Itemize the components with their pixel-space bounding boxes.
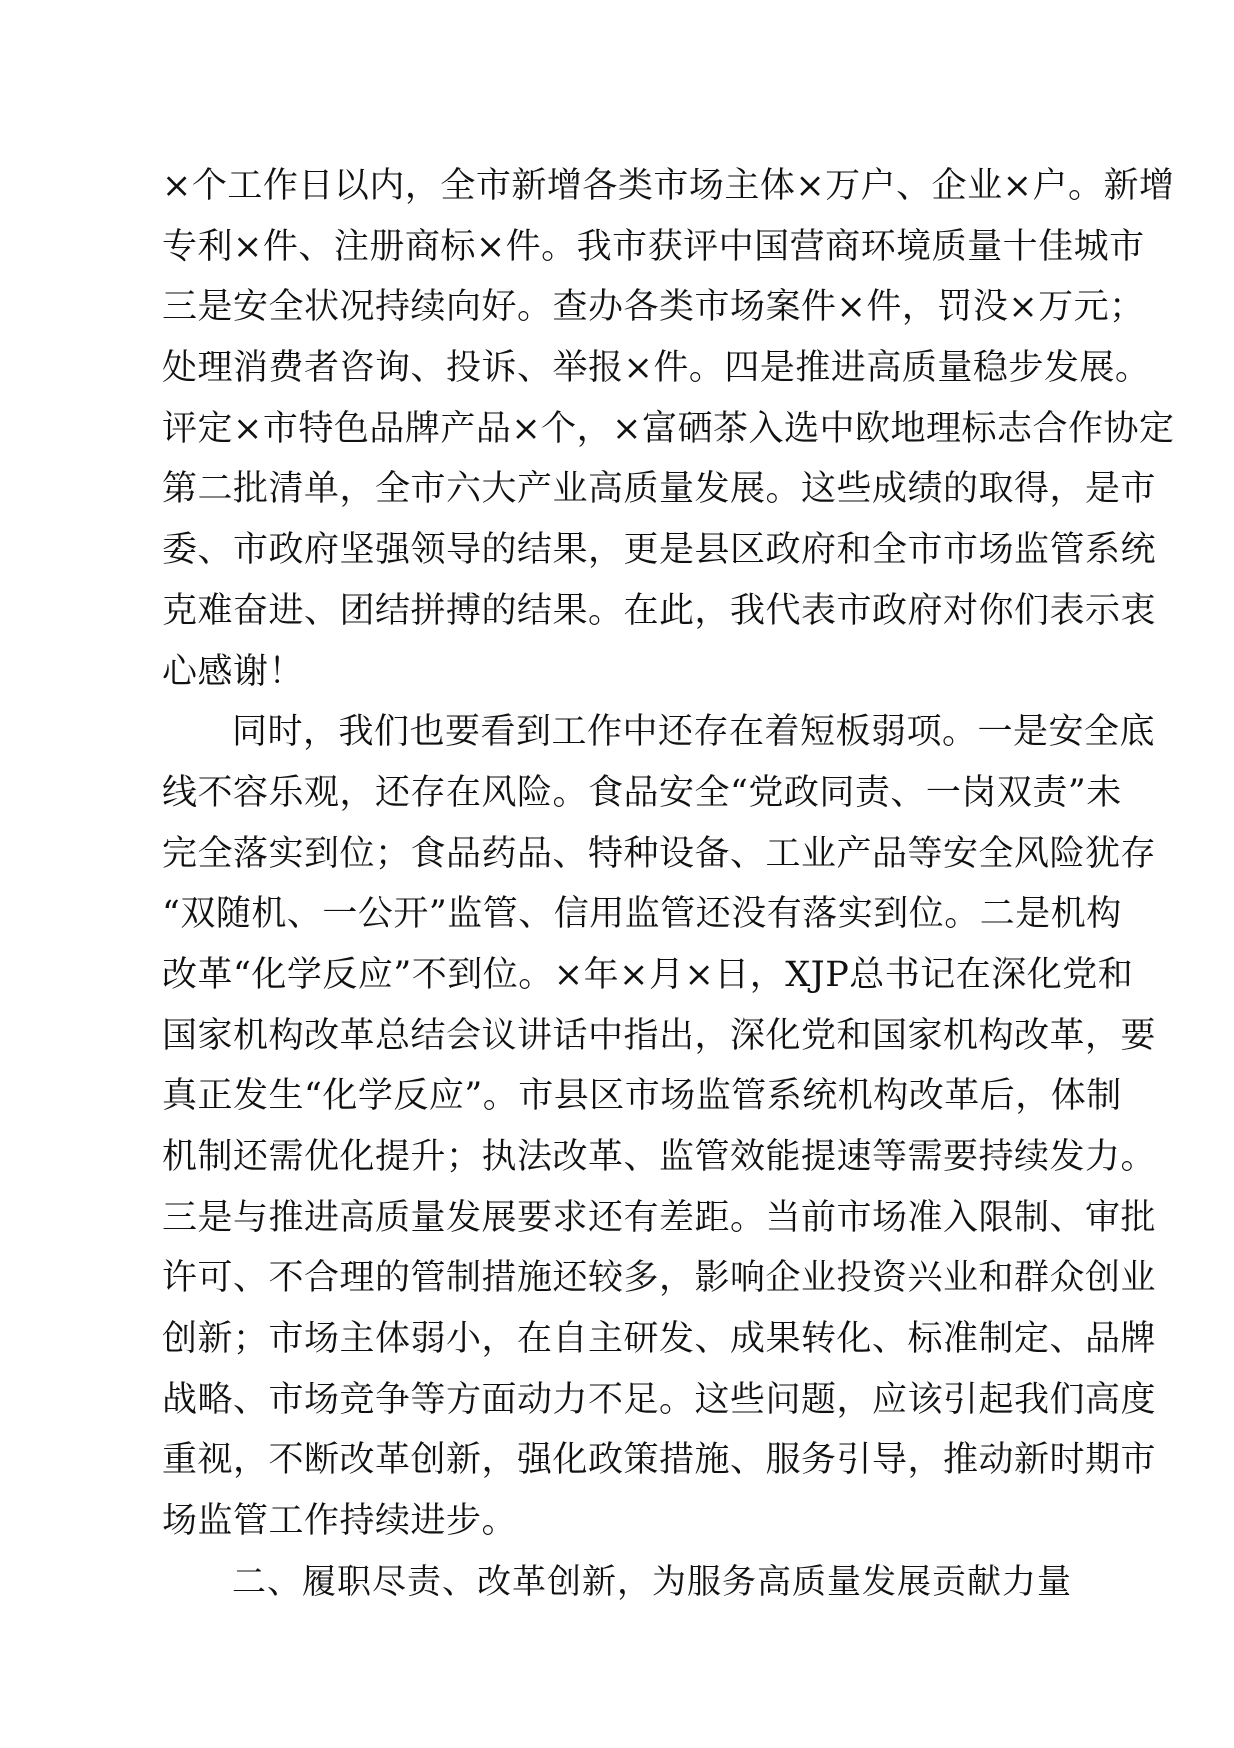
text-line: 委、市政府坚强领导的结果，更是县区政府和全市市场监管系统 — [162, 530, 1157, 571]
document-body — [162, 156, 1175, 1613]
text-line: 克难奋进、团结拼搏的结果。在此，我代表市政府对你们表示衷 — [162, 590, 1157, 631]
text-line: 许可、不合理的管制措施还较多，影响企业投资兴业和群众创业 — [162, 1258, 1157, 1299]
text-line: 线不容乐观，还存在风险。食品安全“党政同责、一岗双责”未 — [162, 772, 1122, 813]
text-line: 机制还需优化提升；执法改革、监管效能提速等需要持续发力。 — [162, 1137, 1157, 1177]
text-line: 第二批清单，全市六大产业高质量发展。这些成绩的取得，是市 — [162, 469, 1157, 510]
text-line: 国家机构改革总结会议讲话中指出，深化党和国家机构改革，要 — [162, 1015, 1157, 1056]
text-line: 真正发生“化学反应”。市县区市场监管系统机构改革后，体制 — [162, 1076, 1122, 1117]
text-line: 心感谢！ — [162, 651, 305, 692]
text-line: 三是与推进高质量发展要求还有差距。当前市场准入限制、审批 — [162, 1197, 1157, 1238]
text-line: 战略、市场竞争等方面动力不足。这些问题，应该引起我们高度 — [162, 1379, 1157, 1420]
text-line: 三是安全状况持续向好。查办各类市场案件×件，罚没×万元； — [162, 287, 1145, 328]
text-line: ×个工作日以内，全市新增各类市场主体×万户、企业×户。新增 — [162, 166, 1175, 206]
section-heading: 二、履职尽责、改革创新，为服务高质量发展贡献力量 — [232, 1561, 1072, 1602]
text-line: 场监管工作持续进步。 — [162, 1501, 518, 1542]
text-line: 改革“化学反应”不到位。×年×月×日，XJP总书记在深化党和 — [162, 954, 1134, 995]
text-line: 处理消费者咨询、投诉、举报×件。四是推进高质量稳步发展。 — [162, 348, 1151, 389]
text-line: 创新；市场主体弱小，在自主研发、成果转化、标准制定、品牌 — [162, 1319, 1157, 1360]
text-line: 完全落实到位；食品药品、特种设备、工业产品等安全风险犹存 — [162, 833, 1157, 874]
text-line: 重视，不断改革创新，强化政策措施、服务引导，推动新时期市 — [162, 1440, 1157, 1481]
paragraph-first-line: 同时，我们也要看到工作中还存在着短板弱项。一是安全底 — [232, 712, 1156, 753]
text-line: 评定×市特色品牌产品×个，×富硒茶入选中欧地理标志合作协定 — [162, 408, 1175, 449]
text-line: “双随机、一公开”监管、信用监管还没有落实到位。二是机构 — [162, 894, 1122, 935]
text-line: 专利×件、注册商标×件。我市获评中国营商环境质量十佳城市 — [162, 226, 1145, 267]
